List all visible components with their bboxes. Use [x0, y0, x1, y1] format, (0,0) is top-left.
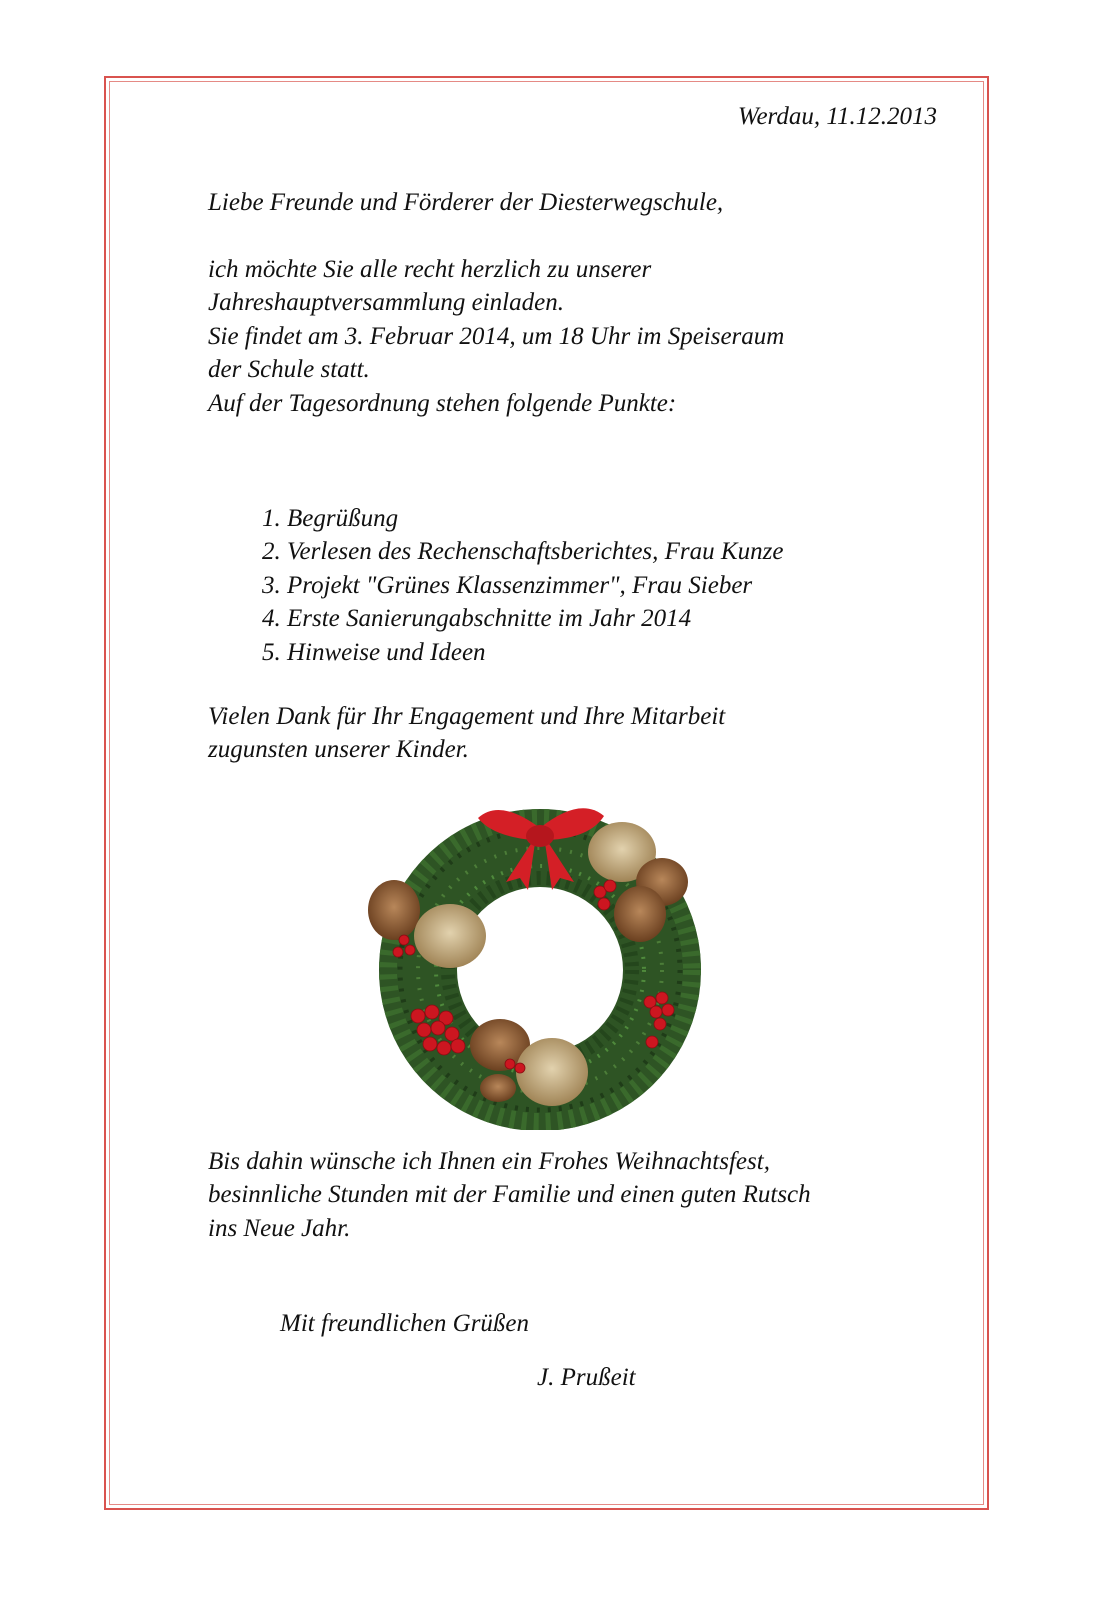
intro-line: ich möchte Sie alle recht herzlich zu unserer	[208, 256, 652, 283]
wishes-line: ins Neue Jahr.	[208, 1214, 351, 1242]
closing: Mit freundlichen Grüßen	[280, 1310, 530, 1337]
intro-paragraph	[208, 253, 784, 420]
date-line: Werdau, 11.12.2013	[737, 103, 937, 130]
agenda-item: 1. Begrüßung	[262, 505, 399, 532]
thanks-paragraph	[208, 700, 725, 767]
thanks-line: Vielen Dank für Ihr Engagement und Ihre Mitarbeit	[208, 703, 726, 730]
agenda-item: 5. Hinweise und Ideen	[262, 638, 486, 666]
intro-line: Jahreshauptversammlung einladen.	[208, 289, 564, 317]
christmas-wreath-icon	[360, 790, 720, 1130]
salutation: Liebe Freunde und Förderer der Diesterwegschule,	[208, 189, 724, 216]
wishes-paragraph	[208, 1145, 811, 1245]
intro-line: Auf der Tagesordnung stehen folgende Punkte:	[208, 389, 677, 417]
agenda-item: 3. Projekt "Grünes Klassenzimmer", Frau Sieber	[262, 571, 753, 599]
agenda-item: 4. Erste Sanierungabschnitte im Jahr 2014	[262, 605, 692, 633]
intro-line: Sie findet am 3. Februar 2014, um 18 Uhr im Speiseraum	[208, 322, 785, 350]
wishes-line: Bis dahin wünsche ich Ihnen ein Frohes Weihnachtsfest,	[208, 1148, 770, 1175]
agenda-list	[262, 502, 783, 669]
thanks-line: zugunsten unserer Kinder.	[208, 736, 469, 764]
intro-line: der Schule statt.	[208, 356, 370, 384]
agenda-item: 2. Verlesen des Rechenschaftsberichtes, Frau Kunze	[262, 538, 784, 566]
signature: J. Prußeit	[537, 1364, 636, 1391]
wishes-line: besinnliche Stunden mit der Familie und einen guten Rutsch	[208, 1181, 811, 1209]
